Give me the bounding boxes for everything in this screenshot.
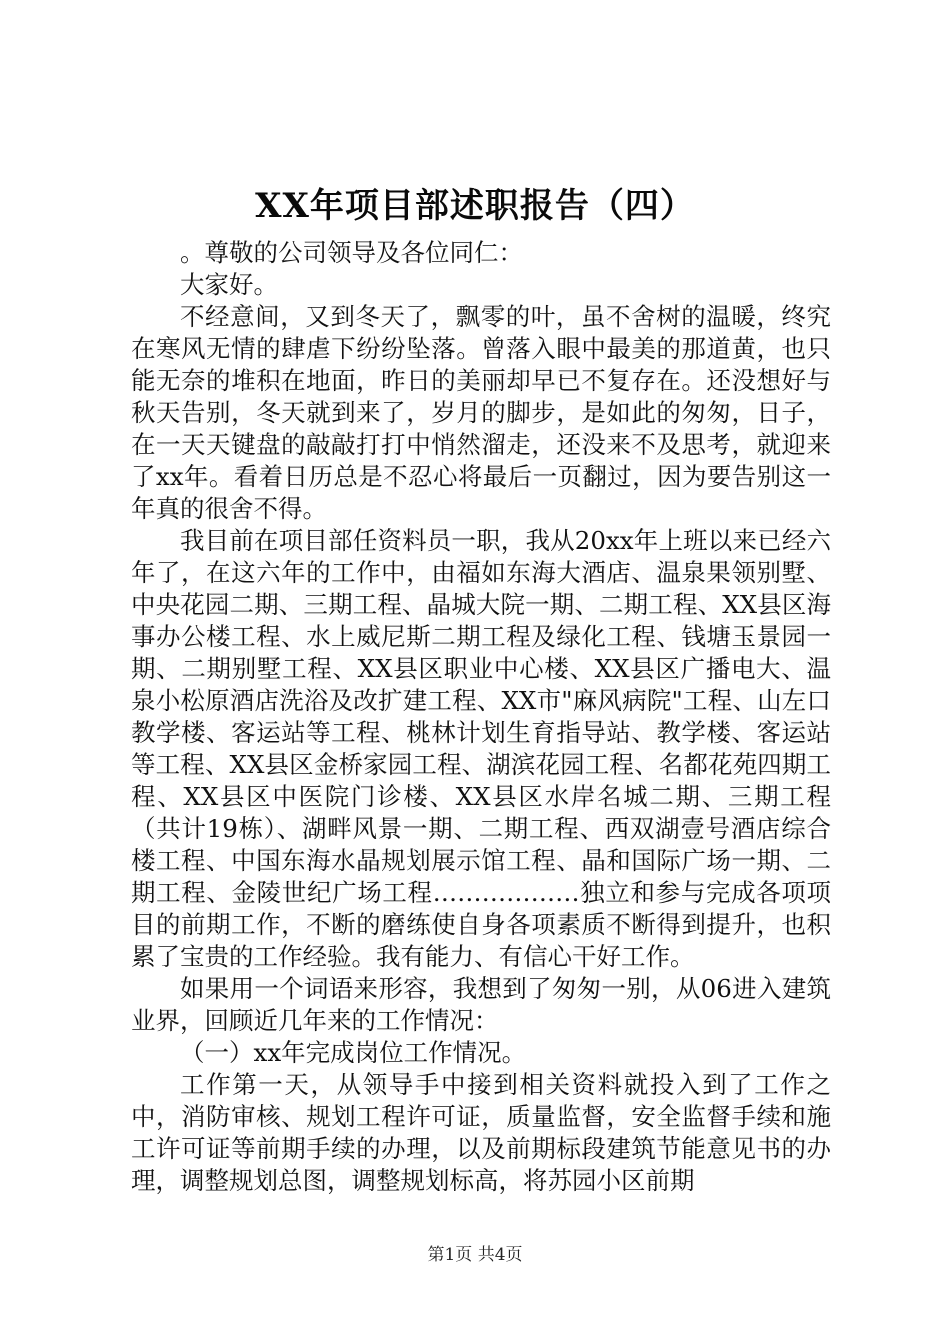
paragraph-salutation: 。尊敬的公司领导及各位同仁： <box>180 238 523 267</box>
paragraph-projects: 我目前在项目部任资料员一职，我从20xx年上班以来已经六年了，在这六年的工作中，由福如东海大酒店、温泉果领别墅、中央花园二期、三期工程、晶城大院一期、二期工程、XX县区海事办公楼工程、水上威尼斯二期工程及绿化工程、钱塘玉景园一期、二期别墅工程、XX县区职业中心楼、XX县区广播电大、温泉小松原酒店洗浴及改扩建工程、XX市"麻风病院"工程、山左口教学楼、客运站等工程、桃林计划生育指导站、教学楼、客运站等工程、XX县区金桥家园工程、湖滨花园工程、名都花苑四期工程、XX县区中医院门诊楼、XX县区水岸名城二期、三期工程（共计19栋）、湖畔风景一期、二期工程、西双湖壹号酒店综合楼工程、中国东海水晶规划展示馆工程、晶和国际广场一期、二期工程、金陵世纪广场工程………………独立和参与完成各项项目的前期工作，不断的磨练使自身各项素质不断得到提升，也积累了宝贵的工作经验。我有能力、有信心干好工作。 <box>131 526 831 971</box>
paragraph-intro: 不经意间，又到冬天了，飘零的叶，虽不舍树的温暖，终究在寒风无情的肆虐下纷纷坠落。曾落入眼中最美的那道黄，也只能无奈的堆积在地面，昨日的美丽却早已不复存在。还没想好与秋天告别，冬天就到来了，岁月的脚步，是如此的匆匆，日子，在一天天键盘的敲敲打打中悄然溜走，还没来不及思考，就迎来了xx年。看着日历总是不忍心将最后一页翻过，因为要告别这一年真的很舍不得。 <box>131 302 831 523</box>
page-footer: 第1页 共4页 <box>427 1245 523 1265</box>
paragraph-greeting: 大家好。 <box>180 270 278 299</box>
document-body <box>131 237 831 1197</box>
paragraph-summary: 如果用一个词语来形容，我想到了匆匆一别，从06进入建筑业界，回顾近几年来的工作情况： <box>131 974 831 1035</box>
document-title: XX年项目部述职报告（四） <box>255 186 695 226</box>
paragraph-section-heading: （一）xx年完成岗位工作情况。 <box>180 1038 527 1067</box>
paragraph-work-details: 工作第一天，从领导手中接到相关资料就投入到了工作之中，消防审核、规划工程许可证，质量监督，安全监督手续和施工许可证等前期手续的办理，以及前期标段建筑节能意见书的办理，调整规划总图，调整规划标高，将苏园小区前期 <box>131 1070 831 1195</box>
